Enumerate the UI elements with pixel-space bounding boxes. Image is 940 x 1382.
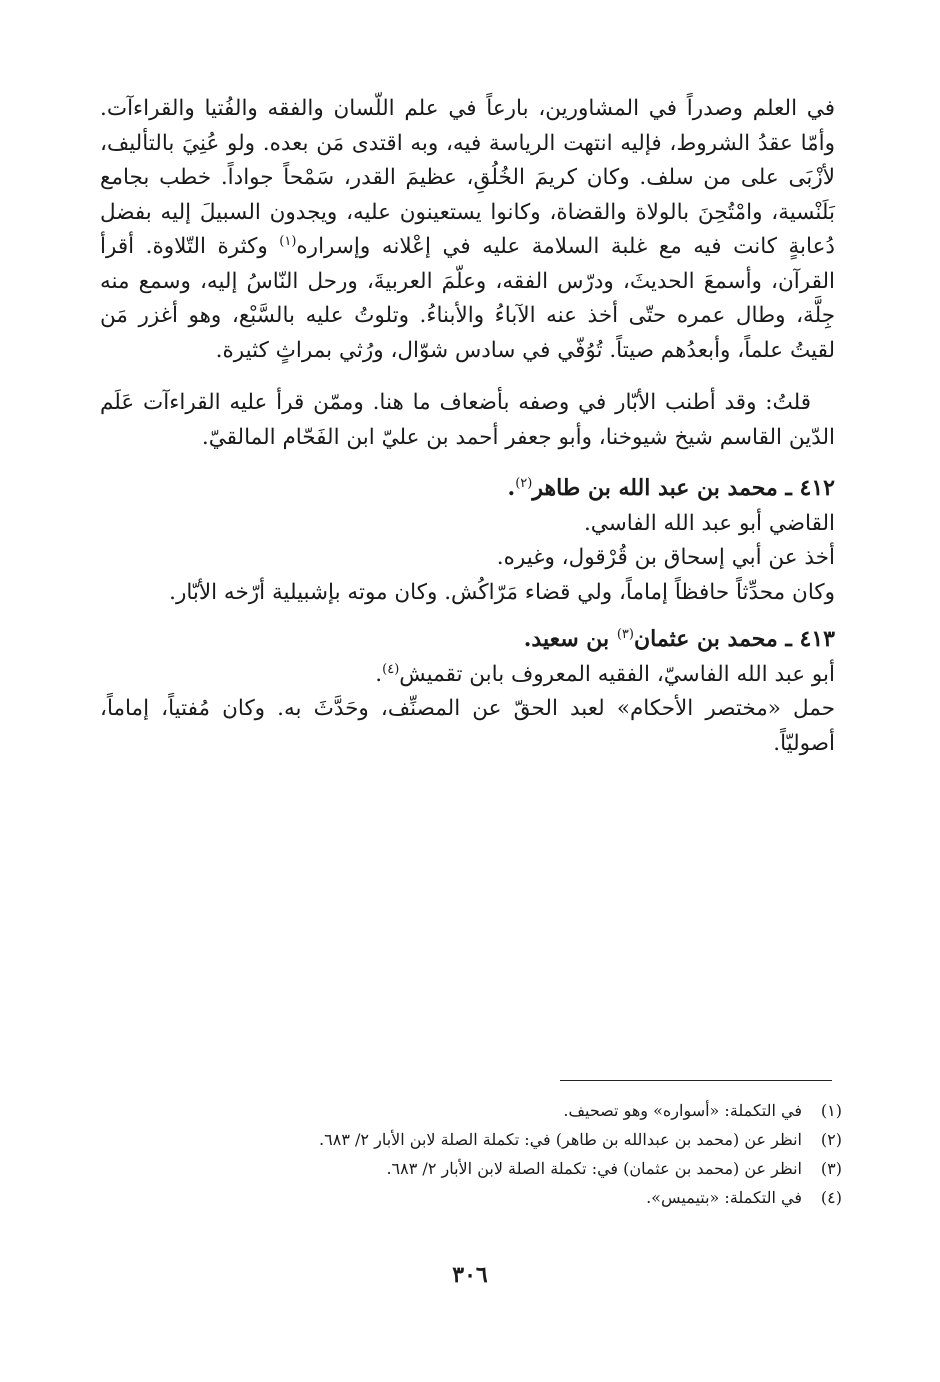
- footnote-number: (٢): [820, 1130, 842, 1149]
- main-text: [100, 92, 835, 773]
- footnote-text: في التكملة: «بتيميس».: [646, 1188, 802, 1207]
- footnote-number: (١): [820, 1101, 842, 1120]
- entry-line: [100, 658, 835, 693]
- footnote: [100, 1154, 842, 1183]
- entry-line: وكان محدِّثاً حافظاً إماماً، ولي قضاء مَرّاكُش. وكان موته بإشبيلية أرّخه الأبّار.: [169, 579, 835, 605]
- footnote-text: انظر عن (محمد بن عثمان) في: تكملة الصلة لابن الأبار ٢/ ٦٨٣.: [386, 1159, 802, 1178]
- paragraph-text: في العلم وصدراً في المشاورين، بارعاً في علم اللّسان والفقه والفُتيا والقراءآت. وأمّا عقدُ الشروط، فإليه انتهت الرياسة فيه، وبه اقتدى مَن بعده. ولو عُنِيَ بالتأليف، لأزْبَى على من سلف. وكان كريمَ الخُلُقِ، عظيمَ القدر، سَمْحاً جواداً. خطب بجامع بَلَنْسية، وامْتُحِنَ بالولاة والقضاة، وكانوا يستعينون عليه، ويجدون السبيلَ إليه بفضل دُعابةٍ كانت فيه مع غلبة السلامة عليه في إعْلانه وإسراره: [100, 96, 835, 259]
- footnote-text: انظر عن (محمد بن عبدالله بن طاهر) في: تكملة الصلة لابن الأبار ٢/ ٦٨٣.: [319, 1130, 802, 1149]
- paragraph: [100, 92, 835, 368]
- entry-heading-line: [100, 622, 835, 658]
- page-number: ٣٠٦: [452, 1262, 488, 1288]
- footnote: [100, 1096, 842, 1125]
- footnotes: [100, 1096, 842, 1212]
- entry-line: أخذ عن أبي إسحاق بن قُرْقول، وغيره.: [496, 545, 835, 570]
- entry-line: القاضي أبو عبد الله الفاسي.: [583, 510, 835, 536]
- entry-heading-line: [100, 471, 835, 507]
- entry-heading-suffix: .: [507, 475, 516, 501]
- biography-entry: [100, 622, 835, 761]
- footnote-text: في التكملة: «أسواره» وهو تصحيف.: [563, 1101, 802, 1120]
- footnote: [100, 1183, 842, 1212]
- entry-heading-suffix: بن سعيد.: [523, 626, 617, 652]
- footnote-ref: (٣): [616, 626, 634, 642]
- footnote: [100, 1125, 842, 1154]
- paragraph-text-continued: وكثرة التّلاوة. أقرأ القرآن، وأسمعَ الحديثَ، ودرّس الفقه، وعلّمَ العربيةَ، ورحل النّاسُ إليه، وسمع منه جِلَّة، وطال عمره حتّى أخذ عنه الآباءُ والأبناءُ. وتلوتُ عليه بالسَّبْع، وهو أغزر مَن لقيتُ علماً، وأبعدُهم صيتاً. تُوُفّي في سادس شوّال، ورُثي بمراثٍ كثيرة.: [100, 234, 835, 363]
- footnote-ref: (٤): [382, 661, 400, 677]
- entry-heading: ٤١٣ ـ محمد بن عثمان: [633, 626, 835, 652]
- footnote-number: (٣): [820, 1159, 842, 1178]
- footnote-ref: (١): [279, 233, 297, 249]
- footnote-separator: [560, 1080, 832, 1081]
- footnote-ref: (٢): [515, 475, 533, 491]
- entry-line-text: أبو عبد الله الفاسيّ، الفقيه المعروف بابن تقميش: [399, 661, 835, 687]
- entry-heading: ٤١٢ ـ محمد بن عبد الله بن طاهر: [532, 475, 835, 501]
- footnote-number: (٤): [820, 1188, 842, 1207]
- biography-entry: [100, 471, 835, 610]
- entry-line: حمل «مختصر الأحكام» لعبد الحقّ عن المصنِّف، وحَدَّثَ به. وكان مُفتياً، إماماً، أصوليّاً.: [100, 696, 835, 756]
- paragraph: قلتُ: وقد أطنب الأبّار في وصفه بأضعاف ما هنا. وممّن قرأ عليه القراءآت عَلَم الدّين القاسم شيخ شيوخنا، وأبو جعفر أحمد بن عليّ ابن الفَحّام المالقيّ.: [100, 390, 835, 450]
- entry-line-suffix: .: [375, 661, 383, 687]
